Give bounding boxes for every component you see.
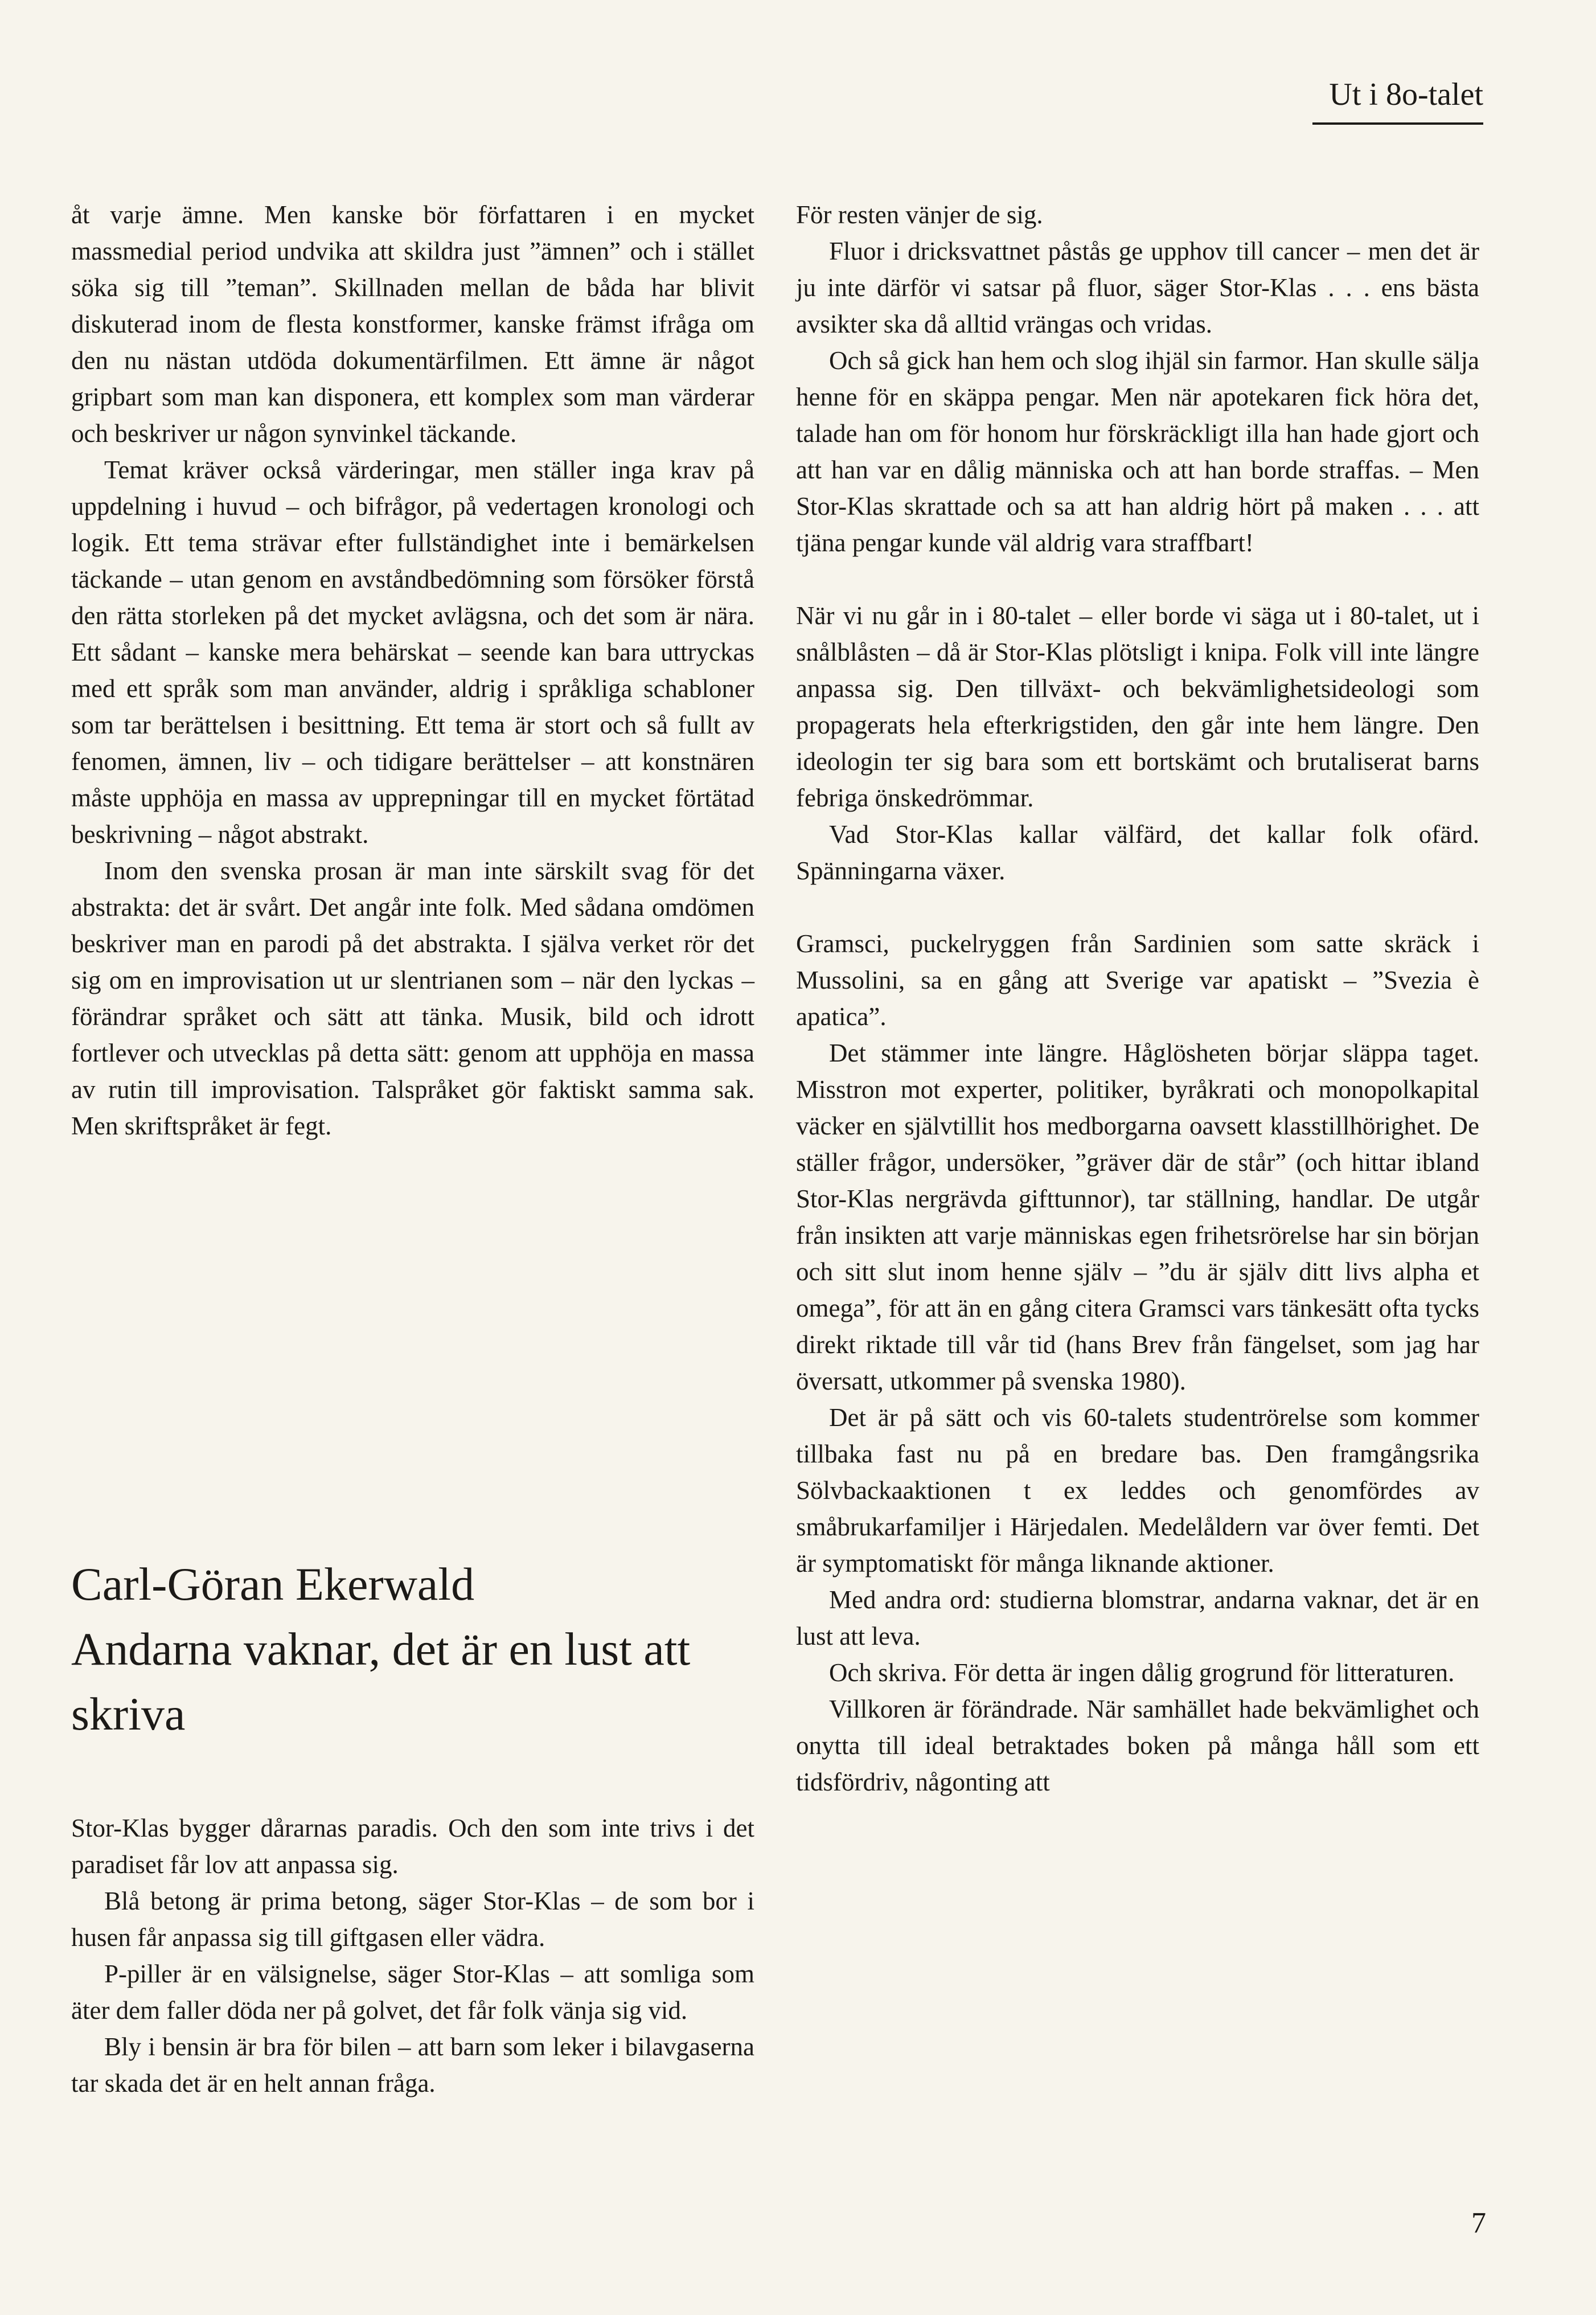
article-title: Andarna vaknar, det är en lust att skriva xyxy=(71,1623,691,1740)
paragraph: Temat kräver också värderingar, men ställer inga krav på uppdelning i huvud – och bifrågor, på vedertagen kronologi och logik. Ett tema strävar efter fullständighet inte i bemärkelsen täckande – utan genom en avståndbedömning som försöker förstå den rätta storleken på det mycket avlägsna, och det som är nära. Ett sådant – kanske mera behärskat – seende kan bara uttryckas med ett språk som man använder, aldrig i språkliga schabloner som tar berättelsen i besittning. Ett tema är stort och så fullt av fenomen, ämnen, liv – och tidigare berättelser – att konstnären måste upphöja en massa av upprepningar till en mycket förtätad beskrivning – något abstrakt. xyxy=(71,456,754,849)
running-head-title: Ut i 8o-talet xyxy=(1329,77,1483,112)
paragraph: Vad Stor-Klas kallar välfärd, det kallar folk ofärd. Spänningarna växer. xyxy=(796,820,1479,885)
paragraph: Bly i bensin är bra för bilen – att barn som leker i bilavgaserna tar skada det är en helt annan fråga. xyxy=(71,2033,754,2097)
paragraph: Och skriva. För detta är ingen dålig grogrund för litteraturen. xyxy=(829,1658,1455,1687)
right-column xyxy=(796,196,1479,1800)
paragraph: åt varje ämne. Men kanske bör författaren i en mycket massmedial period undvika att skildra just ”ämnen” och i stället söka sig till ”teman”. Skillnaden mellan de båda har blivit diskuterad inom de flesta konstformer, kanske främst ifråga om den nu nästan utdöda dokumentärfilmen. Ett ämne är något gripbart som man kan disponera, ett komplex som man värderar och beskriver ur någon synvinkel täckande. xyxy=(71,200,754,448)
paragraph: Det är på sätt och vis 60-talets studentrörelse som kommer tillbaka fast nu på en bredare bas. Den framgångsrika Sölvbackaaktionen t ex leddes och genomfördes av småbrukarfamiljer i Härjedalen. Medelåldern var över femti. Det är symptomatiskt för många liknande aktioner. xyxy=(796,1403,1479,1578)
paragraph: Och så gick han hem och slog ihjäl sin farmor. Han skulle sälja henne för en skäppa pengar. Men när apotekaren fick höra det, talade han om för honom hur förskräckligt illa han hade gjort och att han var en dålig människa och att han borde straffas. – Men Stor-Klas skrattade och sa att han aldrig hört på maken . . . att tjäna pengar kunde väl aldrig vara straffbart! xyxy=(796,346,1479,557)
header-rule xyxy=(1312,122,1483,125)
paragraph: För resten vänjer de sig. xyxy=(796,200,1043,229)
paragraph: Villkoren är förändrade. När samhället hade bekvämlighet och onytta till ideal betraktades boken på många håll som ett tidsfördriv, någonting att xyxy=(796,1695,1479,1796)
paragraph: Stor-Klas bygger dårarnas paradis. Och den som inte trivs i det paradiset får lov att anpassa sig. xyxy=(71,1814,754,1879)
left-column-top xyxy=(71,196,754,1144)
paragraph: Fluor i dricksvattnet påstås ge upphov till cancer – men det är ju inte därför vi satsar på fluor, säger Stor-Klas . . . ens bästa avsikter ska då alltid vrängas och vridas. xyxy=(796,237,1479,338)
paragraph: Inom den svenska prosan är man inte särskilt svag för det abstrakta: det är svårt. Det angår inte folk. Med sådana omdömen beskriver man en parodi på det abstrakta. I själva verket rör det sig om en improvisation ut ur slentrianen som – när den lyckas – förändrar språket och sätt att tänka. Musik, bild och idrott fortlever och utvecklas på detta sätt: genom att upphöja en massa av rutin till improvisation. Talspråket gör faktiskt samma sak. Men skriftspråket är fegt. xyxy=(71,857,754,1140)
article-author: Carl-Göran Ekerwald xyxy=(71,1558,475,1610)
paragraph: P-piller är en välsignelse, säger Stor-Klas – att somliga som äter dem faller döda ner på golvet, det får folk vänja sig vid. xyxy=(71,1960,754,2025)
section-break xyxy=(796,561,1479,597)
paragraph: Med andra ord: studierna blomstrar, andarna vaknar, det är en lust att leva. xyxy=(796,1585,1479,1650)
paragraph: Gramsci, puckelryggen från Sardinien som satte skräck i Mussolini, sa en gång att Sverige var apatiskt – ”Svezia è apatica”. xyxy=(796,929,1479,1031)
page-number: 7 xyxy=(1471,2207,1486,2239)
paragraph: Det stämmer inte längre. Håglösheten börjar släppa taget. Misstron mot experter, politiker, byråkrati och monopolkapital väcker en självtillit hos medborgarna oavsett klasstillhörighet. De ställer frågor, undersöker, ”gräver där de står” (och hittar ibland Stor-Klas nergrävda gifttunnor), tar ställning, handlar. De utgår från insikten att varje människas egen frihetsrörelse har sin början och sitt slut inom henne själv – ”du är själv ditt livs alpha et omega”, för att än en gång citera Gramsci vars tänkesätt ofta tycks direkt riktade till vår tid (hans Brev från fängelset, som jag har översatt, utkommer på svenska 1980). xyxy=(796,1039,1479,1395)
left-column-article-start xyxy=(71,1810,754,2101)
paragraph: Blå betong är prima betong, säger Stor-Klas – de som bor i husen får anpassa sig till giftgasen eller vädra. xyxy=(71,1887,754,1952)
section-break xyxy=(796,889,1479,925)
paragraph: När vi nu går in i 80-talet – eller borde vi säga ut i 80-talet, ut i snålblåsten – då är Stor-Klas plötsligt i knipa. Folk vill inte längre anpassa sig. Den tillväxt- och bekvämlighetsideologi som propagerats hela efterkrigstiden, den går inte hem längre. Den ideologin ter sig bara som ett bortskämt och brutaliserat barns febriga önskedrömmar. xyxy=(796,601,1479,812)
article-heading xyxy=(71,1552,783,1747)
